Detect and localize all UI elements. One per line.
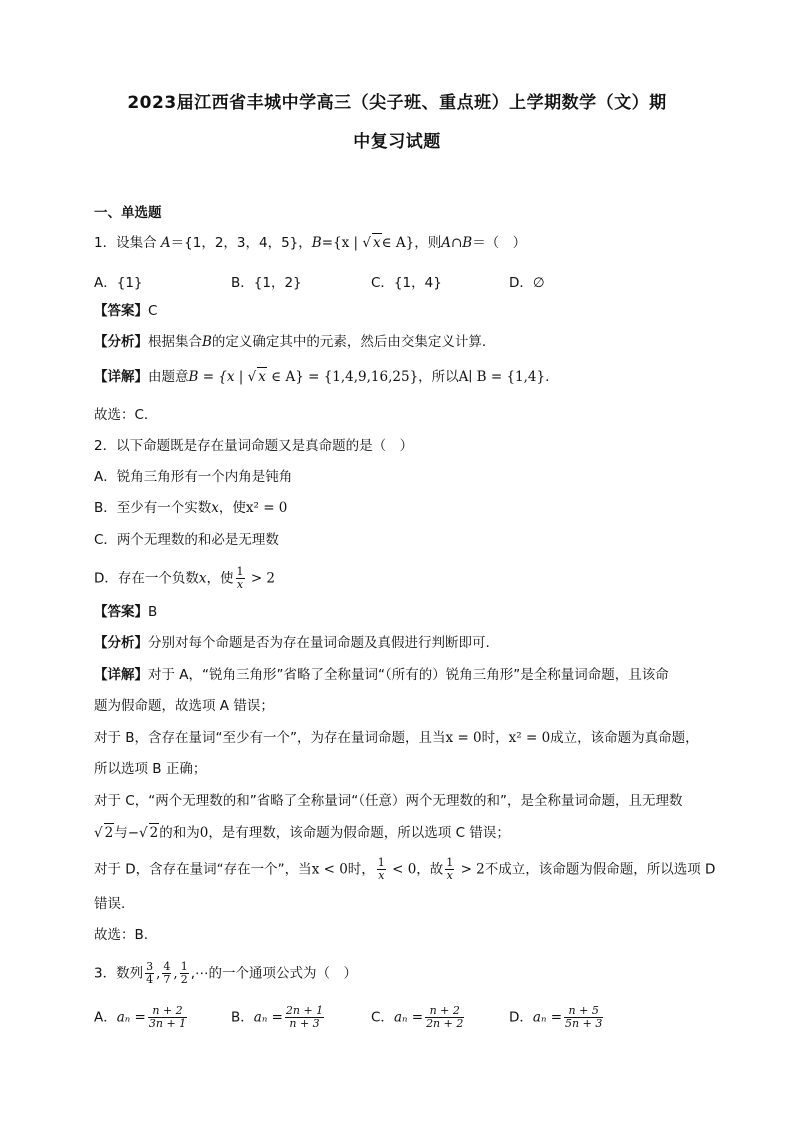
detail-fraction: [377, 857, 386, 882]
detail-set-values: ∈ A} = {1,4,9,16,25}: [266, 369, 419, 385]
detail-therefore: ，故: [416, 861, 444, 878]
fraction-numerator: 1: [446, 856, 454, 869]
q1-answer: [94, 302, 157, 320]
q3-option-b: [231, 1005, 326, 1030]
q2-option-d-text: D．存在一个负数: [94, 570, 199, 587]
answer-tag: 【答案】: [94, 303, 148, 319]
detail-set-b: B = {x |: [188, 369, 248, 385]
q2-option-d-make: ，使: [206, 570, 234, 587]
sqrt-symbol: √: [94, 825, 103, 841]
q2-detail-line5: 对于 C，“两个无理数的和”省略了全称量词“（任意）两个无理数的和”，是全称量词命题，且无理数: [94, 793, 683, 809]
q3-stem-rest: ,⋯的一个通项公式为（ ）: [190, 965, 357, 982]
detail-result: A∣ B = {1,4}: [458, 369, 546, 385]
q1-option-c: C．{1，4}: [371, 275, 442, 291]
q1-set-a: A: [160, 235, 171, 251]
q1-sqrt-x: x: [372, 235, 381, 251]
q2-option-b: [94, 499, 287, 517]
detail-tag: 【详解】: [94, 667, 148, 683]
q2-detail-line7: [94, 857, 715, 882]
option-label: B．: [231, 1009, 254, 1026]
detail-tag: 【详解】: [94, 369, 148, 385]
q2-detail-line4: 所以选项 B 正确；: [94, 761, 207, 777]
q3-stem: [94, 961, 357, 986]
q1-set-b-def: ={x |: [321, 235, 363, 251]
q2-option-b-eq: x² = 0: [245, 500, 288, 516]
fraction-numerator: 1: [377, 856, 385, 869]
detail-so: ，所以: [418, 369, 459, 385]
detail-text-rest: 不成立，该命题为假命题，所以选项 D: [484, 861, 716, 878]
q2-option-d-ineq: > 2: [246, 570, 276, 587]
q2-detail-line8: 错误.: [94, 896, 126, 912]
q1-sqrt-symbol: √: [362, 235, 371, 251]
detail-greater-two: > 2: [456, 861, 485, 878]
detail-fraction-2: [445, 857, 454, 882]
q1-stem-text: 1．设集合: [94, 235, 161, 251]
q2-option-b-text: B．至少有一个实数: [94, 500, 212, 516]
q1-choose: 故选：C．: [94, 407, 158, 423]
detail-text: 对于 A，“锐角三角形”省略了全称量词“（所有的）锐角三角形”是全称量词命题，且该命: [148, 667, 669, 683]
q1-blank: ＝（ ）: [472, 235, 527, 251]
q2-detail-line6: [94, 823, 510, 842]
q1-then: ，则: [414, 235, 442, 251]
fraction-denominator: 3n + 1: [148, 1017, 187, 1030]
q1-set-a-values: ＝{1，2，3，4，5}，: [170, 235, 312, 251]
detail-zero: 0: [199, 825, 209, 841]
q2-detail-line2: 题为假命题，故选项 A 错误；: [94, 698, 274, 714]
option-fraction: [285, 1005, 324, 1030]
q3-fraction-2: [162, 961, 171, 986]
option-lhs: aₙ =: [116, 1009, 146, 1026]
analysis-tag: 【分析】: [94, 635, 148, 651]
detail-sqrt-symbol: √: [247, 369, 257, 385]
detail-sum-is: 的和为: [159, 825, 200, 841]
q1-set-b-cond: ∈ A}: [381, 235, 415, 251]
fraction-denominator: x: [236, 578, 244, 591]
analysis-set-b: B: [202, 334, 212, 350]
q2-answer: [94, 603, 157, 621]
detail-x-zero: x = 0: [445, 730, 482, 746]
q2-choose: 故选：B.: [94, 927, 149, 943]
option-label: C．: [371, 1009, 394, 1026]
q1-analysis: [94, 333, 495, 351]
detail-period: .: [545, 369, 550, 385]
q1-detail: [94, 367, 549, 386]
detail-text-rest: ，是有理数，该命题为假命题，所以选项 C 错误；: [208, 825, 510, 841]
fraction-numerator: 1: [236, 565, 244, 578]
q1-intersection: A∩B: [441, 235, 473, 251]
q3-fraction-3: [180, 961, 189, 986]
fraction-numerator: n + 5: [564, 1005, 603, 1018]
q2-option-b-make: ，使: [218, 500, 246, 516]
q2-detail-line3: [94, 729, 699, 747]
option-lhs: aₙ =: [532, 1009, 563, 1026]
fraction-numerator: 4: [163, 960, 171, 973]
detail-when: 时，: [347, 861, 375, 878]
analysis-text: 根据集合: [148, 334, 202, 350]
fraction-denominator: 2n + 2: [426, 1017, 464, 1030]
q2-option-d: [94, 566, 275, 591]
q2-detail-line1: [94, 666, 669, 684]
detail-when: 时，: [481, 730, 509, 746]
fraction-numerator: n + 2: [425, 1005, 464, 1018]
fraction-denominator: 7: [163, 973, 171, 986]
fraction-numerator: 2n + 1: [285, 1004, 324, 1017]
fraction-denominator: 2: [180, 973, 188, 986]
analysis-tag: 【分析】: [94, 334, 148, 350]
q1-set-b: B: [311, 235, 322, 251]
q3-fraction-1: [145, 961, 154, 986]
section-heading: 一、单选题: [94, 205, 162, 221]
fraction-numerator: n + 2: [148, 1005, 187, 1018]
sqrt-two-neg: 2: [149, 825, 159, 841]
detail-text-rest: 成立，该命题为真命题，: [550, 730, 699, 746]
detail-text: 由题意: [148, 369, 189, 385]
fraction-numerator: 1: [180, 960, 188, 973]
q1-option-b: B．{1，2}: [231, 275, 302, 291]
q2-option-d-fraction: [236, 566, 245, 591]
q2-stem: 2．以下命题既是存在量词命题又是真命题的是（ ）: [94, 438, 414, 454]
fraction-denominator: n + 3: [289, 1017, 320, 1030]
q3-option-d: [509, 1005, 605, 1030]
q3-option-a: [94, 1005, 189, 1030]
q2-option-d-x: x: [198, 570, 207, 587]
answer-tag: 【答案】: [94, 604, 148, 620]
fraction-denominator: 4: [146, 973, 154, 986]
option-fraction: [425, 1005, 464, 1030]
option-label: D．: [509, 1009, 533, 1026]
answer-value: B: [148, 604, 158, 620]
option-lhs: aₙ =: [253, 1009, 283, 1026]
option-fraction: [564, 1005, 603, 1030]
analysis-text-rest: 的定义确定其中的元素，然后由交集定义计算．: [211, 334, 496, 350]
option-fraction: [148, 1005, 187, 1030]
fraction-denominator: 5n + 3: [565, 1017, 603, 1030]
document-title-line2: 中复习试题: [353, 132, 441, 152]
q2-analysis: [94, 634, 490, 652]
detail-sqrt-x: x: [258, 369, 266, 385]
q3-stem-text: 3．数列: [94, 965, 144, 982]
q2-option-a: A．锐角三角形有一个内角是钝角: [94, 469, 293, 485]
analysis-text: 分别对每个命题是否为存在量词命题及真假进行判断即可.: [148, 635, 490, 651]
document-title-line1: 2023届江西省丰城中学高三（尖子班、重点班）上学期数学（文）期: [127, 93, 667, 113]
q1-option-d: D．∅: [509, 275, 545, 291]
q2-option-c: C．两个无理数的和必是无理数: [94, 532, 279, 548]
comma: ,: [173, 965, 178, 982]
fraction-numerator: 3: [146, 960, 154, 973]
option-lhs: aₙ =: [393, 1009, 424, 1026]
sqrt-two: 2: [104, 825, 114, 841]
q1-stem: [94, 233, 526, 252]
q1-option-a: A．{1}: [94, 275, 143, 291]
detail-text: 对于 D，含存在量词“存在一个”，当: [94, 861, 312, 878]
option-label: A．: [94, 1009, 117, 1026]
fraction-denominator: x: [378, 869, 385, 882]
detail-less-zero: < 0: [387, 861, 417, 878]
q3-option-c: [371, 1005, 466, 1030]
detail-and-neg: 与−: [114, 825, 140, 841]
answer-value: C: [148, 303, 158, 319]
detail-x-neg: x < 0: [311, 861, 348, 878]
comma: ,: [156, 965, 161, 982]
q2-option-b-x: x: [211, 500, 219, 516]
detail-text: 对于 B，含存在量词“至少有一个”，为存在量词命题，且当: [94, 730, 446, 746]
fraction-denominator: x: [446, 869, 453, 882]
sqrt-symbol: √: [139, 825, 148, 841]
detail-x-square: x² = 0: [508, 730, 551, 746]
